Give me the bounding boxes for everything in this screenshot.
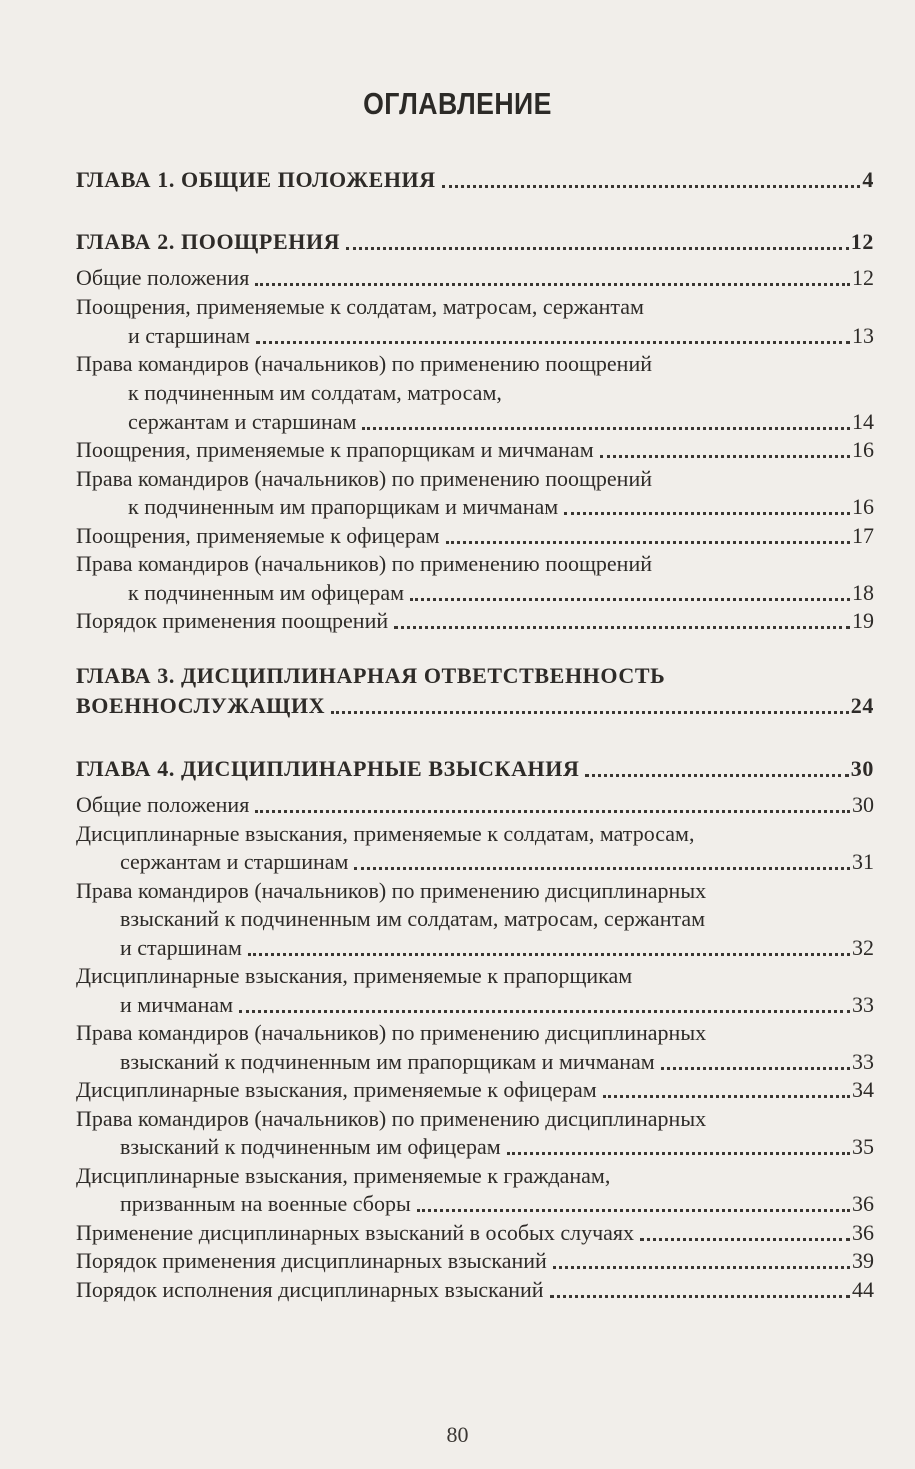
toc-entry xyxy=(76,291,874,321)
toc-entry-text: Общие положения xyxy=(76,265,250,290)
toc-entry-text: сержантам и старшинам xyxy=(128,409,357,434)
leader-dots xyxy=(661,1067,850,1070)
toc-entry-text: Права командиров (начальников) по применению поощрений xyxy=(76,351,653,376)
leader-dots xyxy=(640,1238,850,1241)
toc-entry xyxy=(76,320,874,350)
toc-entry xyxy=(76,818,874,848)
toc-entry-text: Права командиров (начальников) по применению поощрений xyxy=(76,551,653,576)
leader-dots xyxy=(442,185,861,188)
toc-entry xyxy=(76,753,874,783)
leader-dots xyxy=(354,867,850,870)
toc-entry xyxy=(76,1160,874,1190)
toc-entry-text: Дисциплинарные взыскания, применяемые к офицерам xyxy=(76,1077,597,1102)
toc-entry xyxy=(76,846,874,876)
leader-dots xyxy=(346,247,849,250)
page-number: 80 xyxy=(446,1422,469,1447)
toc-entry-page: 33 xyxy=(852,992,874,1017)
toc-entry-page: 18 xyxy=(852,580,874,605)
toc-entry xyxy=(76,1274,874,1304)
toc-entry-text: к подчиненным им прапорщикам и мичманам xyxy=(128,494,559,519)
toc-entry-text: Применение дисциплинарных взысканий в особых случаях xyxy=(76,1220,635,1245)
toc-entry-page: 19 xyxy=(852,608,874,633)
toc-entry-text: ВОЕННОСЛУЖАЩИХ xyxy=(76,693,326,718)
toc-entry-text: Порядок применения поощрений xyxy=(76,608,389,633)
toc-entry-text: Права командиров (начальников) по применению поощрений xyxy=(76,466,653,491)
toc-entry xyxy=(76,605,874,635)
toc-entry-text: и старшинам xyxy=(120,935,242,960)
toc-entry-page: 16 xyxy=(852,494,874,519)
toc-entry xyxy=(76,1188,874,1218)
toc-entry-text: ГЛАВА 1. ОБЩИЕ ПОЛОЖЕНИЯ xyxy=(76,167,436,192)
toc-entry xyxy=(76,463,874,493)
toc-entry-page: 24 xyxy=(850,693,874,718)
toc-entry-text: сержантам и старшинам xyxy=(120,849,349,874)
toc-entry xyxy=(76,660,874,690)
toc-entry-text: и мичманам xyxy=(120,992,234,1017)
toc-entry-page: 31 xyxy=(852,849,874,874)
toc-entry xyxy=(76,875,874,905)
page-title: ОГЛАВЛЕНИЕ xyxy=(363,86,552,121)
toc-entry-text: Порядок применения дисциплинарных взысканий xyxy=(76,1248,547,1273)
toc-entry-page: 35 xyxy=(852,1134,874,1159)
toc-entry-page: 34 xyxy=(852,1077,874,1102)
toc-entry-page: 12 xyxy=(850,229,874,254)
leader-dots xyxy=(417,1209,850,1212)
leader-dots xyxy=(585,774,848,777)
leader-dots xyxy=(394,626,850,629)
leader-dots xyxy=(248,953,850,956)
toc-entry-text: Поощрения, применяемые к офицерам xyxy=(76,523,440,548)
toc-entry xyxy=(76,789,874,819)
toc-entry xyxy=(76,960,874,990)
leader-dots xyxy=(553,1266,850,1269)
leader-dots xyxy=(600,455,850,458)
toc-entry-page: 36 xyxy=(852,1191,874,1216)
toc-entry-page: 14 xyxy=(852,409,874,434)
toc-entry-page: 39 xyxy=(852,1248,874,1273)
toc-entry-page: 16 xyxy=(852,437,874,462)
toc-entry xyxy=(76,262,874,292)
toc-entry-text: Дисциплинарные взыскания, применяемые к солдатам, матросам, xyxy=(76,821,695,846)
toc-entry-page: 36 xyxy=(852,1220,874,1245)
toc-entry-page: 13 xyxy=(852,323,874,348)
toc-entry-text: взысканий к подчиненным им солдатам, матросам, сержантам xyxy=(120,906,706,931)
leader-dots xyxy=(550,1295,850,1298)
leader-dots xyxy=(362,427,850,430)
leader-dots xyxy=(603,1095,850,1098)
leader-dots xyxy=(331,711,849,714)
toc-entry-text: ГЛАВА 2. ПООЩРЕНИЯ xyxy=(76,229,341,254)
toc-entry-text: ГЛАВА 3. ДИСЦИПЛИНАРНАЯ ОТВЕТСТВЕННОСТЬ xyxy=(76,663,666,688)
toc-entry-text: и старшинам xyxy=(128,323,250,348)
toc-entry xyxy=(76,1217,874,1247)
leader-dots xyxy=(256,341,850,344)
toc-entry-page: 44 xyxy=(852,1277,874,1302)
toc-entry-page: 33 xyxy=(852,1049,874,1074)
toc-entry xyxy=(76,226,874,256)
toc-entry-text: взысканий к подчиненным им офицерам xyxy=(120,1134,501,1159)
toc-entry-text: Права командиров (начальников) по применению дисциплинарных xyxy=(76,1106,707,1131)
toc-entry xyxy=(76,434,874,464)
toc-entry-page: 30 xyxy=(852,792,874,817)
toc-entry-text: Права командиров (начальников) по применению дисциплинарных xyxy=(76,1020,707,1045)
leader-dots xyxy=(255,810,850,813)
toc-entry-page: 30 xyxy=(850,756,874,781)
toc-entry xyxy=(76,903,874,933)
toc-entry-text: призванным на военные сборы xyxy=(120,1191,411,1216)
toc-entry xyxy=(76,520,874,550)
toc-entry xyxy=(76,406,874,436)
toc-entry-page: 12 xyxy=(852,265,874,290)
toc-entry xyxy=(76,491,874,521)
toc-entry xyxy=(76,1046,874,1076)
toc-entry xyxy=(76,1131,874,1161)
toc-entry-text: Общие положения xyxy=(76,792,250,817)
toc-entry xyxy=(76,690,874,720)
toc-entry xyxy=(76,348,874,378)
toc-entry-text: Дисциплинарные взыскания, применяемые к гражданам, xyxy=(76,1163,611,1188)
toc-entry xyxy=(76,377,874,407)
leader-dots xyxy=(255,283,850,286)
leader-dots xyxy=(410,598,850,601)
toc-entry xyxy=(76,1103,874,1133)
toc-entry-text: Права командиров (начальников) по применению дисциплинарных xyxy=(76,878,707,903)
toc-entry-page: 17 xyxy=(852,523,874,548)
toc-entry-text: Поощрения, применяемые к прапорщикам и мичманам xyxy=(76,437,594,462)
toc-entry-text: взысканий к подчиненным им прапорщикам и мичманам xyxy=(120,1049,655,1074)
toc-entry-text: ГЛАВА 4. ДИСЦИПЛИНАРНЫЕ ВЗЫСКАНИЯ xyxy=(76,756,580,781)
leader-dots xyxy=(507,1152,850,1155)
toc-entry xyxy=(76,989,874,1019)
toc-entry-text: Поощрения, применяемые к солдатам, матросам, сержантам xyxy=(76,294,644,319)
toc-entry xyxy=(76,164,874,194)
toc-entry xyxy=(76,1245,874,1275)
toc-entry-text: Порядок исполнения дисциплинарных взысканий xyxy=(76,1277,544,1302)
toc-entry xyxy=(76,548,874,578)
toc-entry-page: 32 xyxy=(852,935,874,960)
toc-entry xyxy=(76,932,874,962)
toc-entry-text: к подчиненным им солдатам, матросам, xyxy=(128,380,502,405)
toc-entry-page: 4 xyxy=(862,167,874,192)
toc-entry-text: Дисциплинарные взыскания, применяемые к прапорщикам xyxy=(76,963,633,988)
leader-dots xyxy=(446,541,850,544)
leader-dots xyxy=(239,1010,850,1013)
toc-entry xyxy=(76,1017,874,1047)
toc-entry xyxy=(76,577,874,607)
toc-entry xyxy=(76,1074,874,1104)
leader-dots xyxy=(564,512,850,515)
toc-entry-text: к подчиненным им офицерам xyxy=(128,580,405,605)
